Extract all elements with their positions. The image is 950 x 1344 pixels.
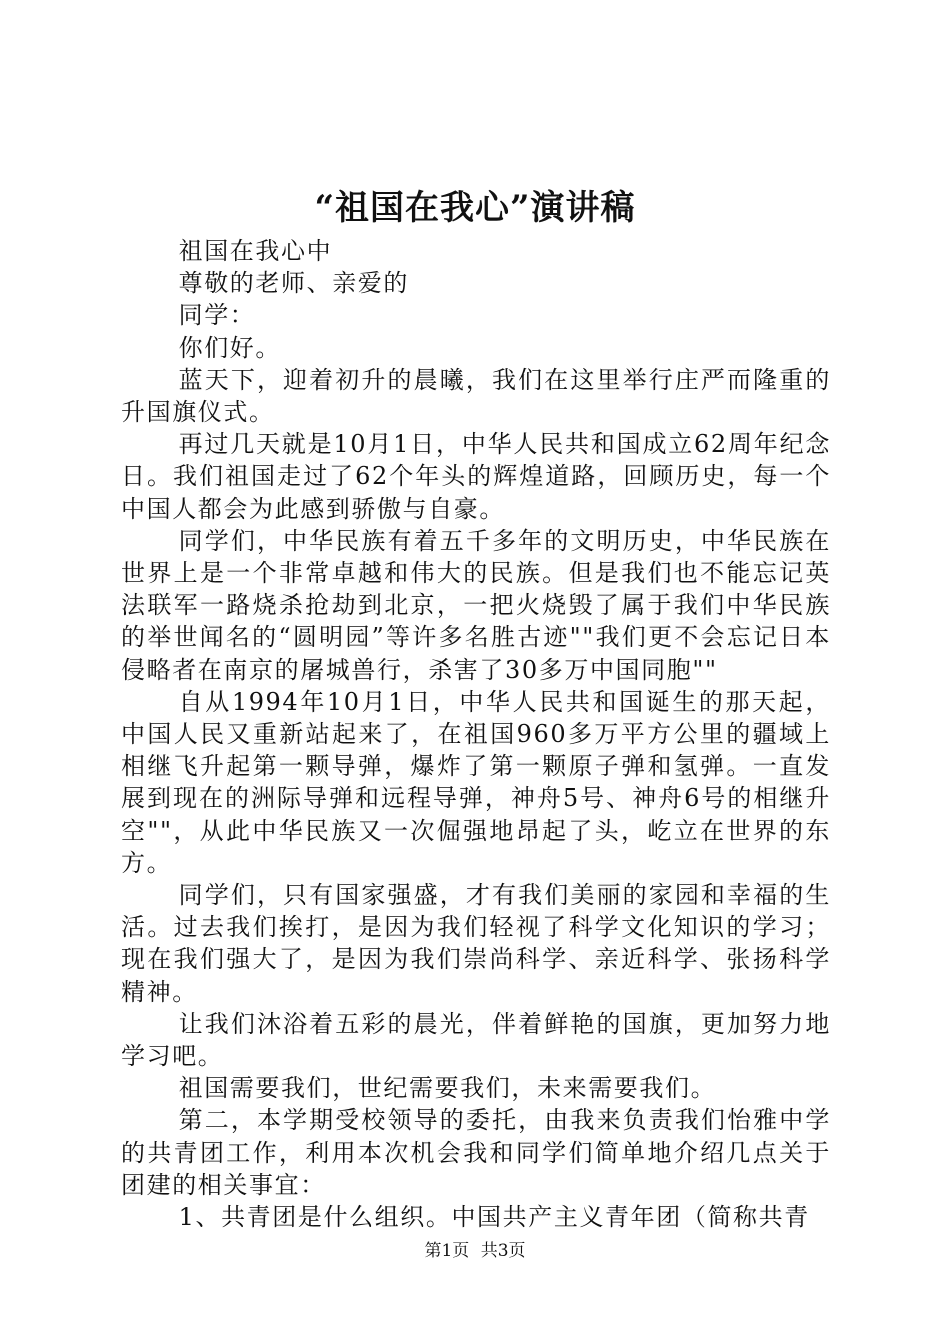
paragraph: 再过几天就是10月1日，中华人民共和国成立62周年纪念日。我们祖国走过了62个年头的辉煌道路，回顾历史，每一个中国人都会为此感到骄傲与自豪。 xyxy=(121,430,831,523)
paragraph: 祖国在我心中 xyxy=(178,237,333,265)
paragraph: 你们好。 xyxy=(178,333,281,362)
document-body xyxy=(121,235,831,1233)
paragraph: 1、共青团是什么组织。中国共产主义青年团（简称共青 xyxy=(178,1203,810,1232)
page-footer xyxy=(0,1239,950,1263)
paragraph: 自从1994年10月1日，中华人民共和国诞生的那天起，中国人民又重新站起来了，在祖国960多万平方公里的疆域上相继飞升起第一颗导弹，爆炸了第一颗原子弹和氢弹。一直发展到现在的洲际导弹和远程导弹，神舟5号、神舟6号的相继升空""，从此中华民族又一次倔强地昂起了头，屹立在世界的东方。 xyxy=(121,687,831,877)
paragraph: 第二，本学期受校领导的委托，由我来负责我们怡雅中学的共青团工作，利用本次机会我和同学们简单地介绍几点关于团建的相关事宜： xyxy=(121,1106,831,1199)
page-number: 第1页 xyxy=(424,1241,470,1261)
paragraph: 同学们，中华民族有着五千多年的文明历史，中华民族在世界上是一个非常卓越和伟大的民族。但是我们也不能忘记英法联军一路烧杀抢劫到北京，一把火烧毁了属于我们中华民族的举世闻名的“圆明园”等许多名胜古迹""我们更不会忘记日本侵略者在南京的屠城兽行，杀害了30多万中国同胞"" xyxy=(121,526,831,684)
page-total: 共3页 xyxy=(480,1241,526,1261)
paragraph: 让我们沐浴着五彩的晨光，伴着鲜艳的国旗，更加努力地学习吧。 xyxy=(121,1009,831,1071)
document-title: “祖国在我心”演讲稿 xyxy=(314,188,636,228)
paragraph: 同学： xyxy=(178,301,256,330)
paragraph: 祖国需要我们，世纪需要我们，未来需要我们。 xyxy=(178,1074,717,1103)
paragraph: 同学们，只有国家强盛，才有我们美丽的家园和幸福的生活。过去我们挨打，是因为我们轻视了科学文化知识的学习；现在我们强大了，是因为我们崇尚科学、亲近科学、张扬科学精神。 xyxy=(121,881,831,1006)
paragraph: 蓝天下，迎着初升的晨曦，我们在这里举行庄严而隆重的升国旗仪式。 xyxy=(121,365,831,427)
paragraph: 尊敬的老师、亲爱的 xyxy=(178,269,409,298)
